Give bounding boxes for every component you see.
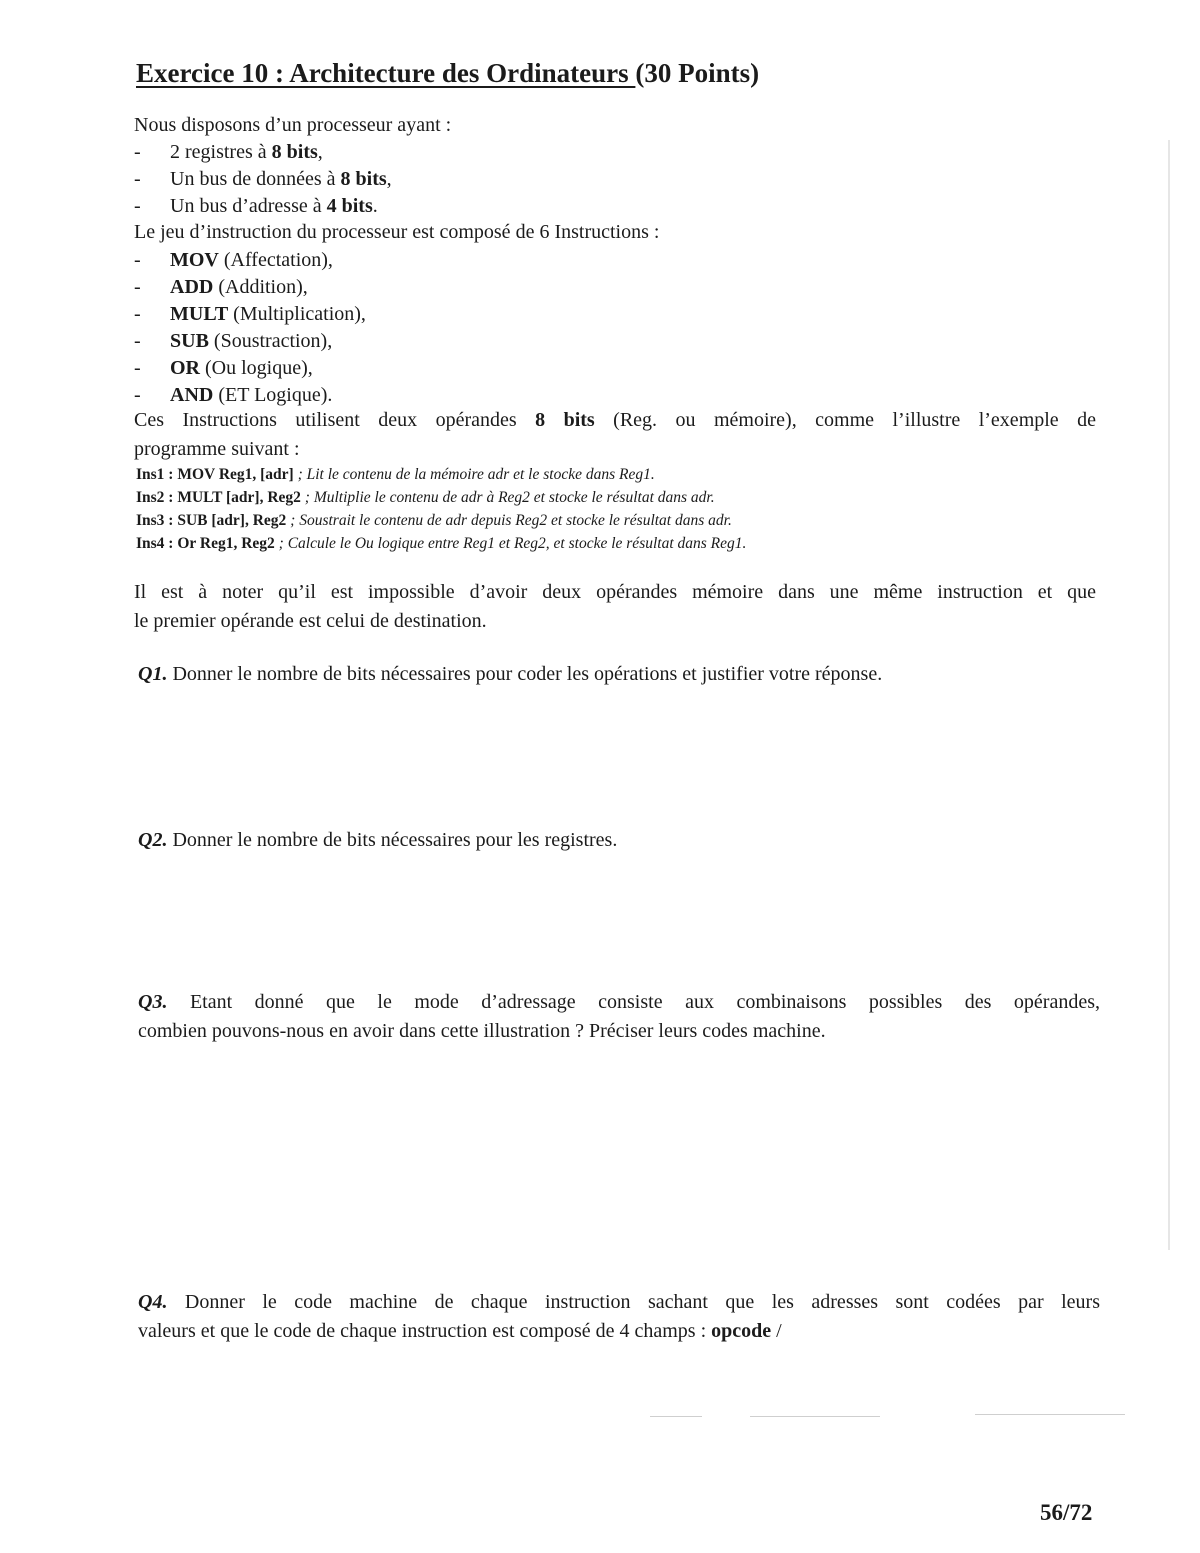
spec-item: - Un bus de données à 8 bits, (134, 168, 392, 190)
instruction-item: - ADD (Addition), (134, 276, 308, 298)
operands-paragraph: Ces Instructions utilisent deux opérandes 8 bits (Reg. ou mémoire), comme l’illustre l’exemple de programme suivant : (134, 409, 1097, 460)
intro-text: Nous disposons d’un processeur ayant : (134, 114, 452, 136)
page-number: 56/72 (1040, 1500, 1093, 1525)
scan-edge (1168, 140, 1170, 1250)
title-main: Exercice 10 : Architecture des Ordinateurs (136, 58, 636, 88)
program-line: Ins1 : MOV Reg1, [adr] ; Lit le contenu de la mémoire adr et le stocke dans Reg1. (136, 466, 655, 483)
note-paragraph: Il est à noter qu’il est impossible d’avoir deux opérandes mémoire dans une même instruction et que le premier opérande est celui de destination. (134, 581, 1096, 632)
spec-item: - Un bus d’adresse à 4 bits. (134, 195, 378, 217)
program-line: Ins2 : MULT [adr], Reg2 ; Multiplie le contenu de adr à Reg2 et stocke le résultat dans adr. (136, 489, 715, 506)
question-2: Q2. Donner le nombre de bits nécessaires pour les registres. (138, 829, 618, 851)
instruction-item: - MOV (Affectation), (134, 249, 333, 271)
question-3: Q3. Etant donné que le mode d’adressage consiste aux combinaisons possibles des opérandes, combien pouvons-nous en avoir dans cette illustration ? Préciser leurs codes machine. (138, 991, 1100, 1042)
program-line: Ins4 : Or Reg1, Reg2 ; Calcule le Ou logique entre Reg1 et Reg2, et stocke le résultat dans Reg1. (136, 535, 747, 552)
scan-artifact (750, 1416, 880, 1417)
scan-artifact (975, 1414, 1125, 1415)
instruction-set-intro: Le jeu d’instruction du processeur est composé de 6 Instructions : (134, 221, 660, 243)
exercise-title (136, 58, 759, 89)
instruction-item: - AND (ET Logique). (134, 384, 333, 406)
question-4: Q4. Donner le code machine de chaque instruction sachant que les adresses sont codées par leurs valeurs et que le code de chaque instruction est composé de 4 champs : opcode / (138, 1291, 1100, 1342)
title-points: (30 Points) (635, 58, 760, 88)
question-1: Q1. Donner le nombre de bits nécessaires pour coder les opérations et justifier votre réponse. (138, 663, 883, 685)
instruction-item: - MULT (Multiplication), (134, 303, 366, 325)
instruction-item: - SUB (Soustraction), (134, 330, 333, 352)
spec-item: - 2 registres à 8 bits, (134, 141, 323, 163)
scan-artifact (650, 1416, 702, 1417)
instruction-item: - OR (Ou logique), (134, 357, 313, 379)
program-line: Ins3 : SUB [adr], Reg2 ; Soustrait le contenu de adr depuis Reg2 et stocke le résultat dans adr. (136, 512, 732, 529)
